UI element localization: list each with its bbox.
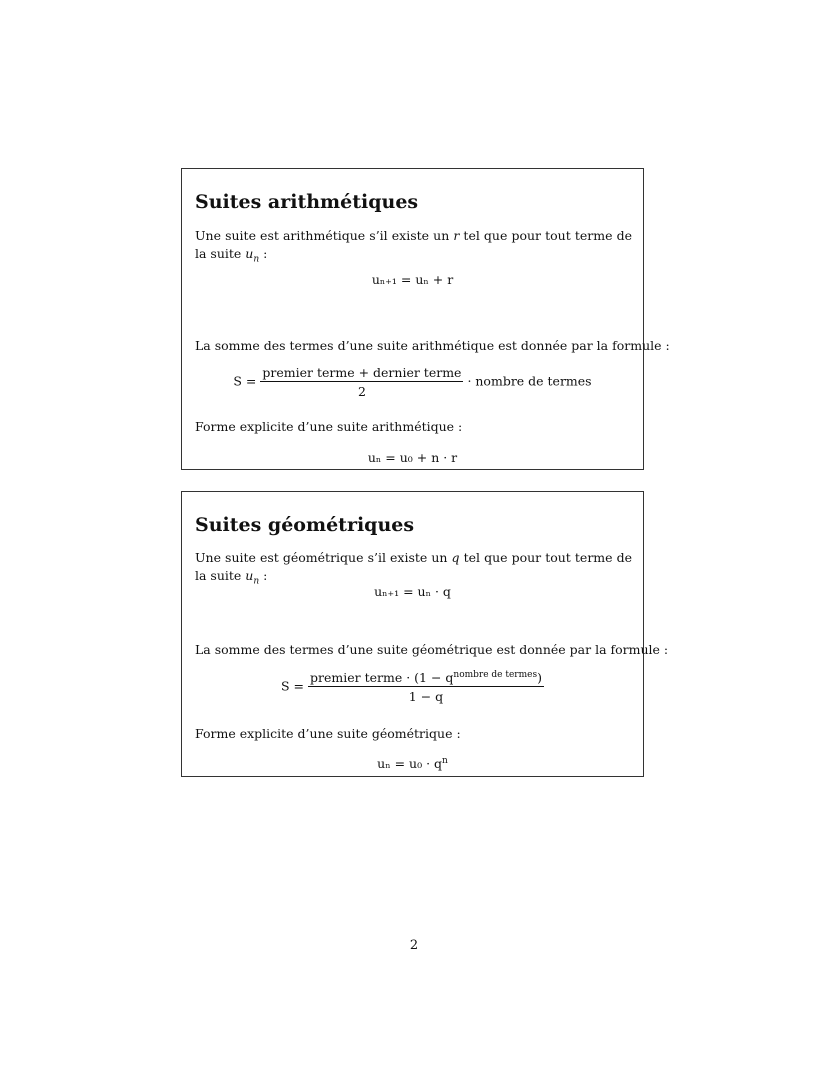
arithmetic-sequences-box xyxy=(181,168,670,470)
page-number: 2 xyxy=(409,938,419,953)
arithmetic-explicit-formula: uₙ = u₀ + n · r xyxy=(367,450,458,465)
geometric-explicit-formula: $u_n = u_0 \cdot q^n$ xyxy=(377,756,448,772)
arithmetic-recurrence-formula: uₙ₊₁ = uₙ + r xyxy=(371,272,454,287)
geometric-sum-formula: S = $\frac{premier terme \cdot (1 - q^{nombre de termes})}{1 - q}$ xyxy=(281,670,542,705)
arithmetic-explicit-text: Forme explicite d’une suite arithmétique : xyxy=(195,419,463,434)
arithmetic-sum-formula: S = $\frac{\text{premier terme + dernier terme}}{2}$ · nombre de termes xyxy=(233,365,592,399)
arithmetic-intro: Une suite est arithmétique s’il existe un r tel que pour tout terme de la suite $u_n$ : xyxy=(195,228,632,265)
arithmetic-sum-text: La somme des termes d’une suite arithmétique est donnée par la formule : xyxy=(195,338,670,353)
arithmetic-title: Suites arithmétiques xyxy=(195,191,419,213)
geometric-recurrence-formula: uₙ₊₁ = uₙ · q xyxy=(374,584,451,599)
geometric-intro: Une suite est géométrique s’il existe un q tel que pour tout terme de la suite $u_n$ : xyxy=(195,550,633,587)
arithmetic-sum-denominator: 2 xyxy=(357,384,366,399)
geometric-sum-denominator: 1 − q xyxy=(408,689,444,705)
arithmetic-sum-numerator: premier terme + dernier terme xyxy=(262,365,462,380)
geometric-title: Suites géométriques xyxy=(195,514,415,536)
geometric-explicit-text: Forme explicite d’une suite géométrique : xyxy=(195,726,461,741)
geometric-sum-text: La somme des termes d’une suite géométrique est donnée par la formule : xyxy=(195,642,669,657)
geometric-sum-numerator: premier terme · $(1 - q^{nombre de termes})$ xyxy=(310,670,542,686)
geometric-sequences-box xyxy=(181,491,669,777)
